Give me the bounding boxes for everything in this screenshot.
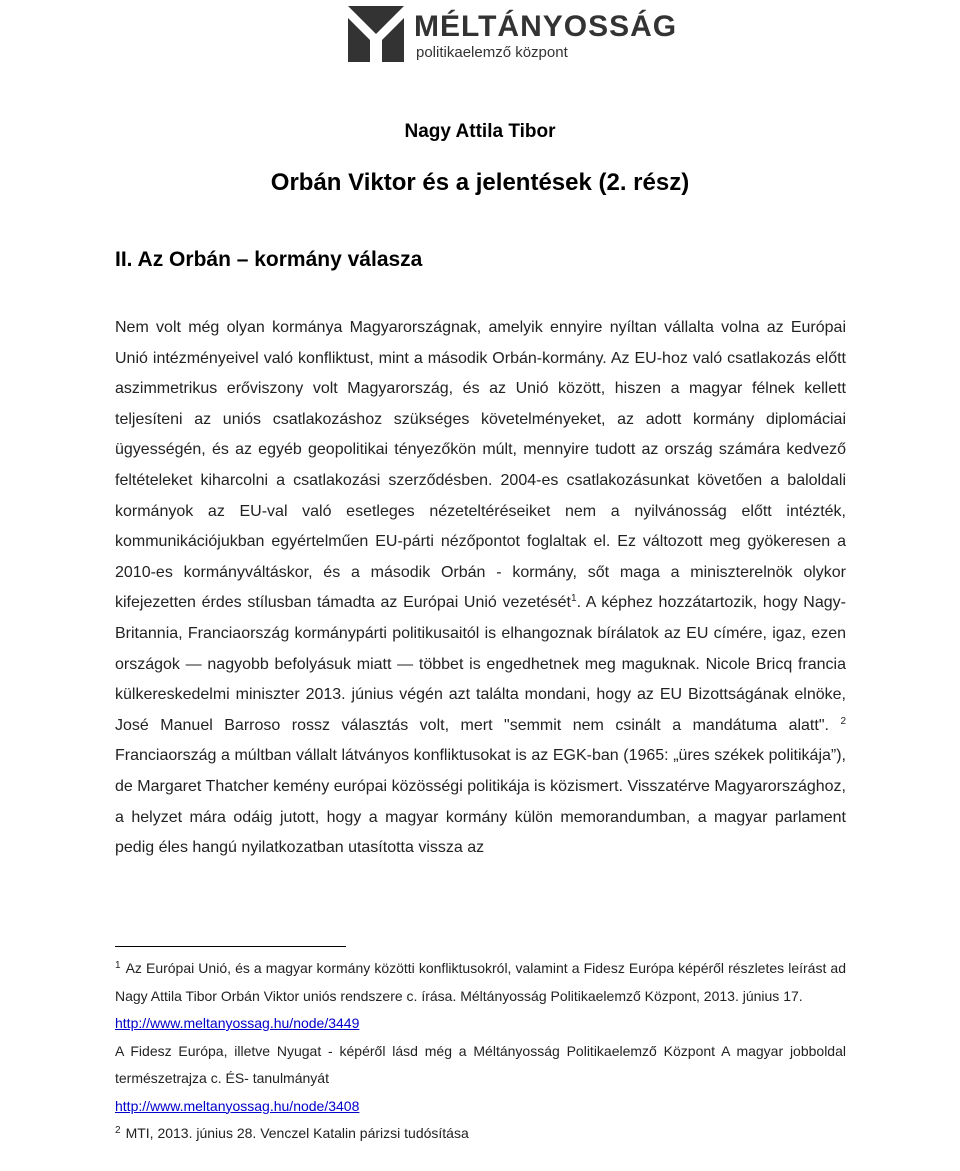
footnote-ref-1[interactable]: 1 bbox=[571, 593, 577, 605]
footnote-1-mark: 1 bbox=[115, 960, 121, 971]
section-heading: II. Az Orbán – kormány válasza bbox=[115, 248, 423, 271]
meltanyossag-logo bbox=[348, 6, 678, 64]
footnote-2-text: MTI, 2013. június 28. Venczel Katalin párizsi tudósítása bbox=[125, 1125, 469, 1141]
footnote-1-text: Az Európai Unió, és a magyar kormány közötti konfliktusokról, valamint a Fidesz Európa képéről részletes leírást ad Nagy Attila Tibor Orbán Viktor uniós rendszere c. írása. Méltányosság Politikaelemző Központ, 2013. június 17. bbox=[115, 960, 846, 1004]
footnote-1-link[interactable]: http://www.meltanyossag.hu/node/3449 bbox=[115, 1015, 360, 1031]
footnotes bbox=[115, 955, 846, 1148]
body-text-part1: Nem volt még olyan kormánya Magyarországnak, amelyik ennyire nyíltan vállalta volna az Európai Unió intézményeivel való konfliktust, mint a második Orbán-kormány. Az EU-hoz való csatlakozás előtt aszimmetrikus erőviszony volt Magyarország, és az Unió között, hiszen a magyar félnek kellett teljesíteni az uniós csatlakozáshoz szükséges követelményeket, az adott kormány diplomáciai ügyességén, és az egyéb geopolitikai tényezőkön múlt, mennyire tudott az ország számára kedvező feltételeket kiharcolni a csatlakozási szerződésben. 2004-es csatlakozásunkat követően a baloldali kormányok az EU-val való esetleges nézeteltéréseiket nem a nyilvánosság előtt intézték, kommunikációjukban egyértelműen EU-párti nézőpontot foglaltak el. Ez változott meg gyökeresen a 2010-es kormányváltáskor, és a második Orbán - kormány, sőt maga a miniszterelnök olykor kifejezetten érdes stílusban támadta az Európai Unió vezetését bbox=[115, 319, 846, 612]
footnote-2 bbox=[115, 1120, 846, 1148]
logo-subtitle: politikaelemző központ bbox=[416, 44, 568, 61]
body-text-part2: . A képhez hozzátartozik, hogy Nagy- Britannia, Franciaország kormánypárti politikusaitól is elhangoznak bírálatok az EU címére, igaz, ezen országok — nagyobb befolyásuk miatt — többet is engedhetnek meg maguknak. Nicole Bricq francia külkereskedelmi miniszter 2013. június végén azt találta mondani, hogy az EU Bizottságának elnöke, José Manuel Barroso rossz választás volt, mert "semmit nem csinált a mandátuma alatt". bbox=[115, 594, 846, 734]
m-logo-icon bbox=[348, 6, 404, 62]
logo-title: MÉLTÁNYOSSÁG bbox=[414, 10, 678, 43]
footnote-1-extra: A Fidesz Európa, illetve Nyugat - képéről lásd még a Méltányosság Politikaelemző Központ A magyar jobboldal természetrajza c. ÉS- tanulmányát bbox=[115, 1042, 846, 1086]
footnote-2-mark: 2 bbox=[115, 1125, 121, 1136]
document-title: Orbán Viktor és a jelentések (2. rész) bbox=[270, 169, 690, 196]
footnote-divider bbox=[115, 946, 346, 947]
footnote-ref-2[interactable]: 2 bbox=[840, 715, 846, 727]
body-paragraph bbox=[115, 313, 846, 864]
body-text-part3: Franciaország a múltban vállalt látványos konfliktusokat is az EGK-ban (1965: „üres székek politikája”), de Margaret Thatcher kemény európai közösségi politikája is közismert. Visszatérve Magyarországhoz, a helyzet mára odáig jutott, hogy a magyar kormány külön memorandumban, a magyar parlament pedig éles hangú nyilatkozatban utasította vissza az bbox=[115, 747, 846, 857]
footnote-1-link-2[interactable]: http://www.meltanyossag.hu/node/3408 bbox=[115, 1097, 360, 1114]
author-name: Nagy Attila Tibor bbox=[404, 121, 556, 142]
footnote-1 bbox=[115, 955, 846, 1010]
